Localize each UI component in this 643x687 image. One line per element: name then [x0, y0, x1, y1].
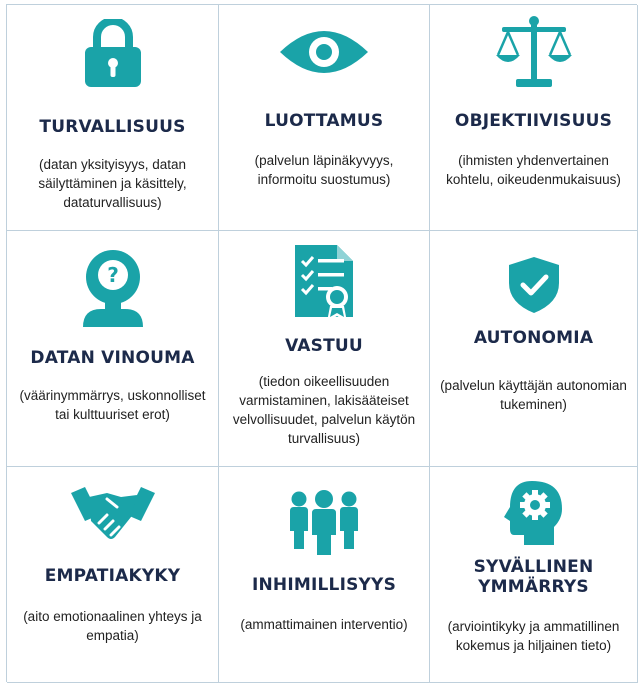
cell-title: TURVALLISUUS [39, 117, 186, 137]
cell-description: (ammattimainen interventio) [240, 617, 408, 632]
cell-description: (tiedon oikeellisuuden varmistaminen, lakisääteiset velvollisuudet, palvelun käytön turvallisuus) [232, 374, 416, 446]
cell-inhimillisyys [219, 467, 430, 683]
cell-title: LUOTTAMUS [264, 111, 384, 131]
lock-icon [7, 19, 218, 87]
cell-title: OBJEKTIIVISUUS [454, 111, 613, 131]
cell-description: (väärinymmärrys, uskonnolliset tai kulttuuriset erot) [19, 388, 206, 422]
cell-luottamus [219, 5, 430, 231]
cell-title: AUTONOMIA [473, 328, 594, 348]
cell-description: (aito emotionaalinen yhteys ja empatia) [23, 609, 202, 643]
cell-autonomia [430, 231, 638, 467]
cell-objektiivisuus [430, 5, 638, 231]
cell-datan-vinouma [7, 231, 219, 467]
shield-check-icon [430, 255, 637, 315]
certificate-checklist-icon [219, 243, 429, 323]
cell-vastuu [219, 231, 430, 467]
values-grid [6, 4, 637, 682]
head-gear-icon [430, 479, 637, 547]
cell-description: (palvelun läpinäkyvyys, informoitu suostumus) [254, 153, 394, 187]
person-question-icon [7, 249, 218, 327]
cell-title: SYVÄLLINEN YMMÄRRYS [473, 557, 594, 597]
cell-description: (datan yksityisyys, datan säilyttäminen ja käsittely, dataturvallisuus) [38, 157, 187, 210]
people-group-icon [219, 489, 429, 555]
cell-turvallisuus [7, 5, 219, 231]
cell-title: VASTUU [285, 336, 363, 356]
cell-syvallinen-ymmarrys [430, 467, 638, 683]
svg-text:?: ? [106, 263, 119, 287]
cell-empatiakyky [7, 467, 219, 683]
cell-description: (ihmisten yhdenvertainen kohtelu, oikeudenmukaisuus) [446, 153, 621, 187]
cell-description: (palvelun käyttäjän autonomian tukeminen) [440, 378, 627, 412]
cell-title: DATAN VINOUMA [30, 348, 195, 368]
cell-description: (arviointikyky ja ammatillinen kokemus ja hiljainen tieto) [447, 619, 620, 653]
cell-title: INHIMILLISYYS [251, 575, 397, 595]
cell-title: EMPATIAKYKY [44, 566, 181, 586]
handshake-icon [7, 485, 218, 545]
scales-icon [430, 15, 637, 89]
eye-icon [219, 25, 429, 79]
